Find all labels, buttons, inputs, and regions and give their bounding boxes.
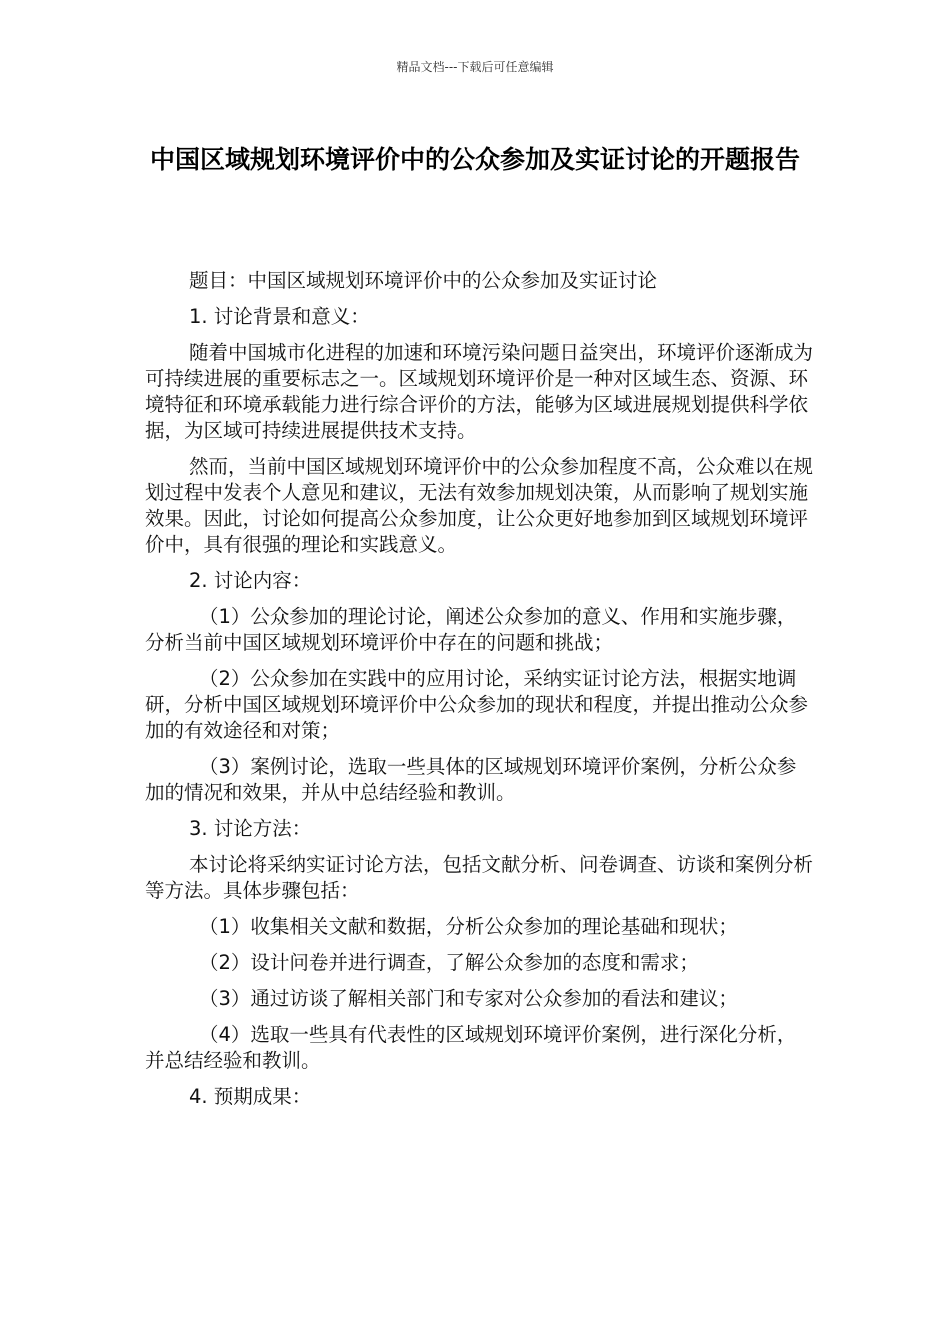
document-title: 中国区域规划环境评价中的公众参加及实证讨论的开题报告: [149, 145, 800, 174]
section-heading: 2. 讨论内容：: [189, 569, 312, 592]
list-item: （2）公众参加在实践中的应用讨论，采纳实证讨论方法，根据实地调研，分析中国区域规划环境评价中公众参加的现状和程度，并提出推动公众参加的有效途径和对策；: [145, 667, 809, 742]
list-item: （1）公众参加的理论讨论，阐述公众参加的意义、作用和实施步骤，分析当前中国区域规划环境评价中存在的问题和挑战；: [145, 605, 797, 654]
list-item: （3）案例讨论，选取一些具体的区域规划环境评价案例，分析公众参加的情况和效果，并从中总结经验和教训。: [145, 755, 797, 804]
document-body: [145, 268, 813, 1120]
paragraph: 然而，当前中国区域规划环境评价中的公众参加程度不高，公众难以在规划过程中发表个人意见和建议，无法有效参加规划决策，从而影响了规划实施效果。因此，讨论如何提高公众参加度，让公众更好地参加到区域规划环境评价中，具有很强的理论和实践意义。: [145, 455, 814, 556]
paragraph: 本讨论将采纳实证讨论方法，包括文献分析、问卷调查、访谈和案例分析等方法。具体步骤包括：: [145, 853, 814, 902]
list-item: （4）选取一些具有代表性的区域规划环境评价案例，进行深化分析，并总结经验和教训。: [145, 1023, 797, 1072]
header-note: 精品文档---下载后可任意编辑: [396, 60, 554, 74]
list-item: （1）收集相关文献和数据，分析公众参加的理论基础和现状；: [199, 915, 738, 938]
list-item: （2）设计问卷并进行调查，了解公众参加的态度和需求；: [199, 951, 699, 974]
section-heading: 1. 讨论背景和意义：: [189, 305, 370, 328]
section-heading: 4. 预期成果：: [189, 1085, 312, 1108]
section-heading: 3. 讨论方法：: [189, 817, 312, 840]
paragraph: 题目：中国区域规划环境评价中的公众参加及实证讨论: [189, 269, 658, 292]
list-item: （3）通过访谈了解相关部门和专家对公众参加的看法和建议；: [199, 987, 738, 1010]
paragraph: 随着中国城市化进程的加速和环境污染问题日益突出，环境评价逐渐成为可持续进展的重要标志之一。区域规划环境评价是一种对区域生态、资源、环境特征和环境承载能力进行综合评价的方法，能够为区域进展规划提供科学依据，为区域可持续进展提供技术支持。: [145, 341, 814, 442]
